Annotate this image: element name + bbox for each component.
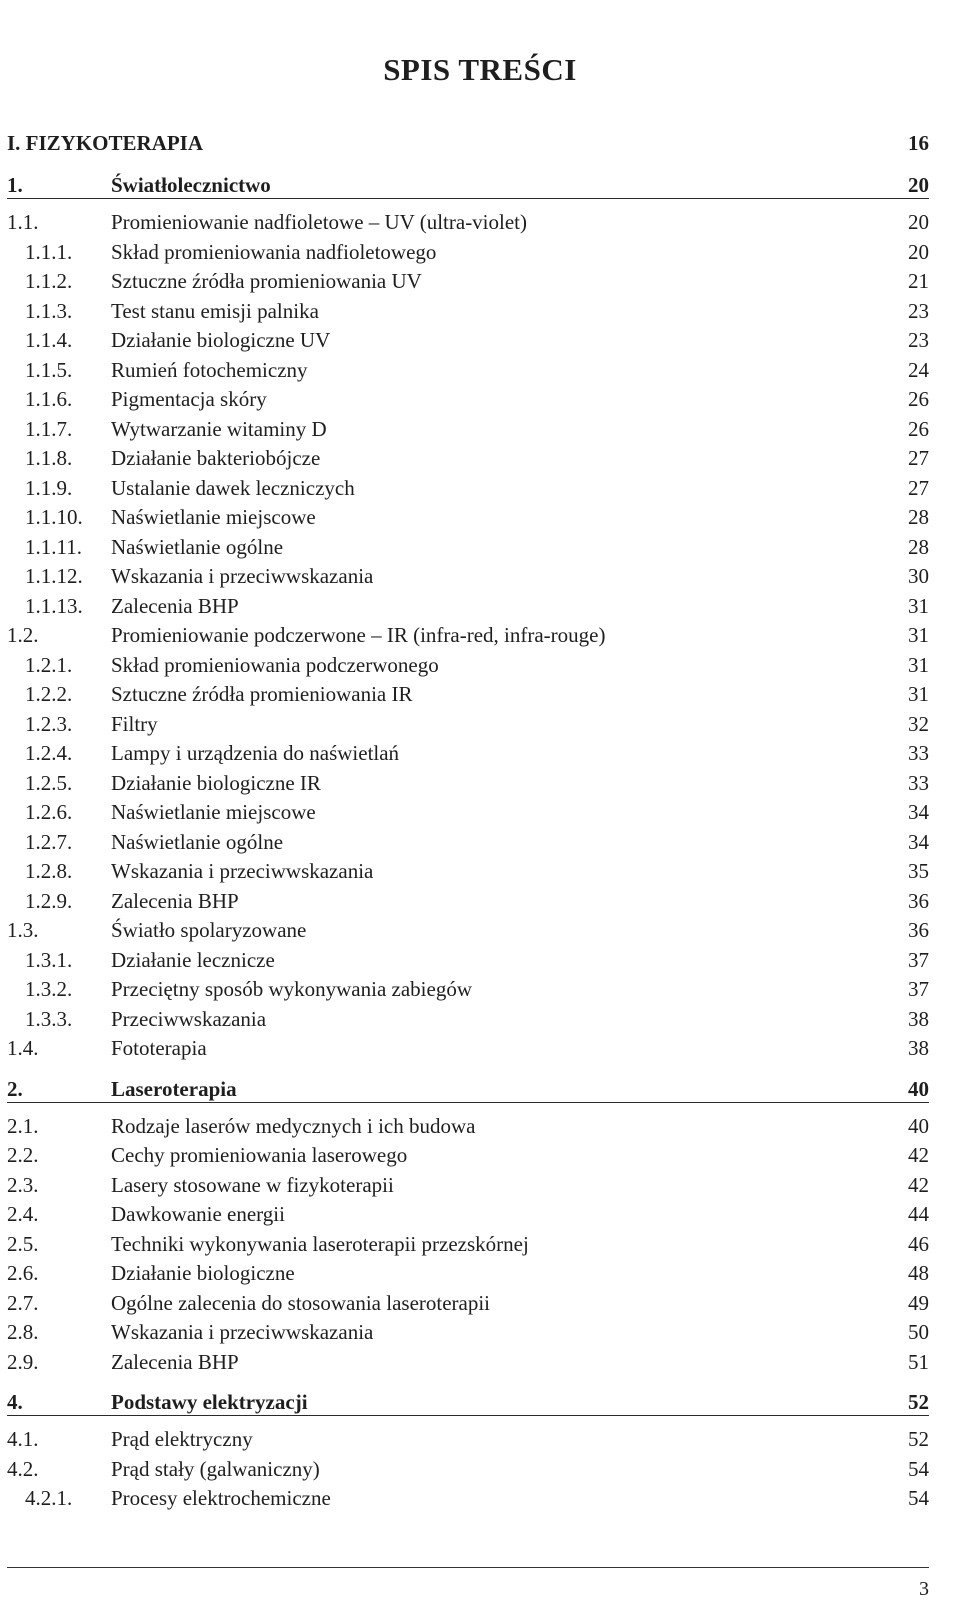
toc-entry-row [7,326,929,354]
toc-entry-number: 2. [7,1076,23,1101]
toc-entry-number: 1.1.7. [25,416,73,441]
toc-entry-page: 28 [908,534,929,559]
toc-entry-page: 54 [908,1486,929,1510]
toc-entry-page: 38 [908,1036,929,1060]
toc-entry-title: Dawkowanie energii [111,1202,285,1226]
toc-part-heading [7,131,929,156]
toc-entry-number: 4.2.1. [25,1486,73,1510]
toc-entry-title: Działanie biologiczne [111,1261,295,1285]
toc-entry-page: 31 [908,652,929,677]
toc-entry-title: Przeciętny sposób wykonywania zabiegów [111,977,472,1001]
toc-entry-number: 1.1.8. [25,446,73,470]
part-label: I. FIZYKOTERAPIA [7,131,204,155]
toc-entry-number: 4.2. [7,1456,39,1481]
toc-chapter-row [7,172,929,199]
toc-entry-row [7,415,929,443]
toc-entry-row [7,1112,929,1140]
toc-entry-title: Zalecenia BHP [111,1349,239,1374]
toc-entry-page: 34 [908,829,929,854]
toc-entry-row [7,739,929,767]
toc-entry-title: Lasery stosowane w fizykoterapii [111,1172,394,1197]
toc-entry-page: 36 [908,918,929,942]
toc-entry-row [7,1171,929,1199]
toc-entry-title: Działanie biologiczne UV [111,328,331,352]
toc-entry-row [7,503,929,531]
toc-entry-number: 1.2.4. [25,741,73,765]
toc-entry-title: Test stanu emisji palnika [111,298,319,323]
toc-entry-title: Światłolecznictwo [111,173,271,197]
toc-entry-title: Działanie bakteriobójcze [111,446,321,470]
toc-entry-title: Naświetlanie ogólne [111,534,284,559]
toc-entry-row [7,975,929,1003]
toc-entry-title: Rumień fotochemiczny [111,357,308,382]
toc-entry-page: 24 [908,357,929,382]
toc-entry-page: 49 [908,1290,929,1315]
toc-entry-row [7,208,929,236]
toc-entry-page: 27 [908,446,929,470]
toc-entry-title: Sztuczne źródła promieniowania IR [111,682,413,706]
toc-entry-number: 1.2.5. [25,770,73,795]
toc-entry-row [7,1289,929,1317]
toc-entry-title: Lampy i urządzenia do naświetlań [111,741,400,765]
toc-entry-page: 21 [908,269,929,293]
toc-entry-page: 37 [908,947,929,972]
toc-entry-number: 4.1. [7,1427,39,1451]
toc-entry-page: 33 [908,741,929,765]
toc-entry-number: 1.3.2. [25,977,73,1001]
toc-entry-number: 1.1.12. [25,564,83,588]
toc-entry-page: 20 [908,239,929,264]
toc-entry-page: 44 [908,1202,929,1226]
toc-entry-row [7,385,929,413]
toc-entry-row [7,1318,929,1346]
toc-entry-number: 1.2.8. [25,859,73,883]
toc-entry-page: 35 [908,859,929,883]
toc-entry-number: 2.8. [7,1320,39,1344]
toc-entry-row [7,1259,929,1287]
toc-entry-row [7,562,929,590]
toc-entry-title: Prąd elektryczny [111,1427,253,1451]
toc-entry-title: Przeciwwskazania [111,1006,267,1031]
toc-entry-number: 1.1.5. [25,357,73,382]
toc-entry-title: Zalecenia BHP [111,888,239,913]
toc-entry-number: 1.2.1. [25,652,73,677]
toc-chapter-row [7,1389,929,1416]
toc-entry-page: 46 [908,1231,929,1256]
toc-entry-number: 1.1.1. [25,239,73,264]
toc-entry-page: 30 [908,564,929,588]
toc-entry-number: 1.1.6. [25,387,73,411]
toc-entry-number: 1.1.4. [25,328,73,352]
toc-entry-title: Promieniowanie nadfioletowe – UV (ultra-violet) [111,210,528,234]
toc-entry-page: 20 [908,173,929,197]
toc-entry-page: 31 [908,593,929,618]
toc-entry-row [7,1455,929,1483]
toc-entry-number: 1.2.6. [25,800,73,824]
toc-entry-page: 42 [908,1143,929,1167]
toc-entry-row [7,267,929,295]
toc-entry-number: 2.5. [7,1231,39,1256]
toc-entry-number: 1. [7,173,23,197]
toc-entry-row [7,474,929,502]
toc-entry-title: Światło spolaryzowane [111,918,307,942]
toc-entry-title: Zalecenia BHP [111,593,239,618]
toc-entry-page: 31 [908,623,929,647]
toc-entry-row [7,1484,929,1512]
toc-entry-number: 1.1. [7,210,39,234]
toc-entry-row [7,857,929,885]
toc-entry-title: Naświetlanie miejscowe [111,800,316,824]
toc-entry-number: 2.9. [7,1349,39,1374]
toc-entry-row [7,946,929,974]
toc-entry-page: 37 [908,977,929,1001]
toc-entry-page: 28 [908,505,929,529]
toc-entry-page: 40 [908,1076,929,1101]
toc-entry-number: 1.2. [7,623,39,647]
toc-entry-page: 38 [908,1006,929,1031]
toc-entry-title: Prąd stały (galwaniczny) [111,1456,320,1481]
toc-entry-number: 1.1.10. [25,505,83,529]
toc-entry-title: Procesy elektrochemiczne [111,1486,331,1510]
toc-entry-page: 52 [908,1390,929,1414]
toc-entry-number: 1.3.1. [25,947,73,972]
toc-entry-number: 2.2. [7,1143,39,1167]
toc-entry-page: 27 [908,475,929,500]
toc-entry-title: Wytwarzanie witaminy D [111,416,327,441]
toc-entry-page: 51 [908,1349,929,1374]
toc-entry-row [7,916,929,944]
toc-entry-number: 2.1. [7,1113,39,1138]
toc-entry-number: 1.3.3. [25,1006,73,1031]
toc-entry-number: 1.1.13. [25,593,83,618]
toc-entry-page: 54 [908,1456,929,1481]
page-title: SPIS TREŚCI [383,52,577,87]
toc-entry-number: 1.3. [7,918,39,942]
toc-entry-number: 4. [7,1390,23,1414]
toc-entry-title: Skład promieniowania podczerwonego [111,652,439,677]
toc-entry-row [7,1141,929,1169]
toc-entry-row [7,592,929,620]
toc-entry-row [7,887,929,915]
toc-entry-title: Fototerapia [111,1036,207,1060]
toc-entry-title: Pigmentacja skóry [111,387,267,411]
toc-entry-page: 26 [908,387,929,411]
toc-entry-title: Sztuczne źródła promieniowania UV [111,269,422,293]
toc-entry-title: Cechy promieniowania laserowego [111,1143,408,1167]
toc-entry-number: 1.1.9. [25,475,73,500]
toc-entry-number: 1.2.7. [25,829,73,854]
toc-entry-page: 20 [908,210,929,234]
toc-entry-row [7,1230,929,1258]
toc-entry-title: Wskazania i przeciwwskazania [111,564,374,588]
toc-entry-row [7,680,929,708]
toc-entry-page: 50 [908,1320,929,1344]
toc-entry-title: Naświetlanie miejscowe [111,505,316,529]
toc-entry-number: 1.1.3. [25,298,73,323]
toc-entry-number: 2.4. [7,1202,39,1226]
toc-entry-row [7,651,929,679]
toc-entry-page: 52 [908,1427,929,1451]
toc-entry-title: Techniki wykonywania laseroterapii przezskórnej [111,1231,529,1256]
toc-entry-number: 1.4. [7,1036,39,1060]
toc-entry-row [7,356,929,384]
toc-entry-number: 1.1.2. [25,269,73,293]
toc-entry-number: 1.2.3. [25,711,73,736]
toc-entry-number: 2.7. [7,1290,39,1315]
toc-entry-number: 2.3. [7,1172,39,1197]
toc-entry-page: 36 [908,888,929,913]
toc-entry-row [7,444,929,472]
footer-divider [7,1567,929,1568]
toc-entry-page: 23 [908,328,929,352]
toc-entry-row [7,769,929,797]
toc-entry-row [7,621,929,649]
toc-entry-title: Ustalanie dawek leczniczych [111,475,355,500]
toc-entry-row [7,1200,929,1228]
toc-entry-title: Laseroterapia [111,1076,237,1101]
toc-entry-number: 1.2.9. [25,888,73,913]
toc-entry-title: Wskazania i przeciwwskazania [111,1320,374,1344]
toc-entry-row [7,710,929,738]
toc-entry-row [7,1348,929,1376]
toc-entry-row [7,533,929,561]
toc-entry-title: Działanie lecznicze [111,947,275,972]
toc-entry-row [7,798,929,826]
toc-entry-row [7,1034,929,1062]
toc-entry-page: 33 [908,770,929,795]
page-number: 3 [919,1578,929,1600]
toc-entry-row [7,297,929,325]
toc-entry-title: Podstawy elektryzacji [111,1390,308,1414]
toc-entry-page: 42 [908,1172,929,1197]
toc-entry-title: Rodzaje laserów medycznych i ich budowa [111,1113,476,1138]
toc-entry-row [7,238,929,266]
toc-entry-page: 31 [908,682,929,706]
toc-entry-title: Działanie biologiczne IR [111,770,321,795]
toc-entry-title: Promieniowanie podczerwone – IR (infra-red, infra-rouge) [111,623,606,647]
toc-chapter-row [7,1076,929,1103]
toc-entry-page: 34 [908,800,929,824]
toc-entry-title: Filtry [111,711,158,736]
part-page-number: 16 [908,131,929,155]
toc-entry-page: 26 [908,416,929,441]
toc-entry-page: 32 [908,711,929,736]
toc-entry-title: Naświetlanie ogólne [111,829,284,854]
toc-entry-title: Wskazania i przeciwwskazania [111,859,374,883]
toc-entry-title: Ogólne zalecenia do stosowania laseroterapii [111,1290,491,1315]
toc-entry-row [7,1005,929,1033]
toc-entry-title: Skład promieniowania nadfioletowego [111,239,437,264]
toc-entry-page: 23 [908,298,929,323]
toc-entry-page: 40 [908,1113,929,1138]
toc-entry-row [7,828,929,856]
toc-entry-number: 1.2.2. [25,682,73,706]
toc-entry-number: 2.6. [7,1261,39,1285]
toc-entry-row [7,1425,929,1453]
toc-entry-page: 48 [908,1261,929,1285]
toc-entry-number: 1.1.11. [25,534,82,559]
